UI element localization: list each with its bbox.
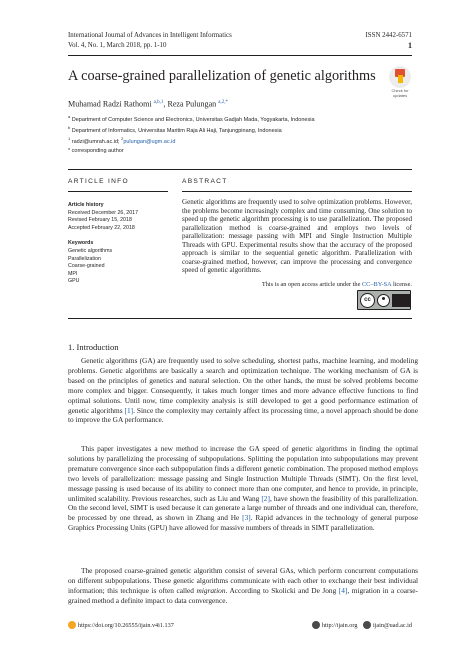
abstract-divider	[182, 191, 412, 192]
body-paragraph: Genetic algorithms (GA) are frequently used to solve scheduling, shortest paths, machine learning, and modeling problems. Genetic algorithms are basically a search and optimization technique. The working mechanism of GA is based on the principles of genetics and natural selection. On the other hands, the must be solved problems become more complex and bigger. Consequently, it takes much longer times and more advance effective functions to find optimal solutions. Until now, time complexity analysis is still developed to get a good performance estimation of genetic algorithms [1]. Since the complexity may certainly affect its processing time, a novel approach should be done to improve the GA performance.	[68, 356, 418, 425]
keyword-item: Coarse-grained	[68, 263, 105, 270]
keyword-item: GPU	[68, 278, 80, 285]
license-statement: This is an open access article under the CC–BY-SA license.	[261, 281, 412, 288]
doi-icon	[68, 621, 76, 629]
check-for-updates-icon	[389, 66, 411, 88]
cc-icon: cc	[360, 293, 375, 308]
citation-link[interactable]: [4]	[338, 585, 348, 595]
check-for-updates-badge[interactable]	[386, 66, 414, 102]
mail-icon	[363, 621, 371, 629]
keywords-heading: Keywords	[68, 240, 94, 247]
article-info-panel	[68, 202, 168, 286]
corresponding-author-note: * corresponding author	[68, 147, 124, 154]
issn: ISSN 2442-6571	[365, 32, 412, 39]
body-paragraph: The proposed coarse-grained genetic algorithm consist of several GAs, which perform concurrent computations on different subpopulations. These genetic algorithms communicate with each other to exchange their best individual information; this technique is often called migration. According to Skolicki and De Jong [4], migration in a coarse-grained method a definite impact to data convergence.	[68, 566, 419, 605]
affiliation-line: $^b$ Department of Informatics, Universitas Maritim Raja Ali Haji, Tanjungpinang, Indonesia	[68, 125, 282, 135]
share-alike-icon	[392, 294, 410, 307]
footer-email-link[interactable]: ijain@uad.ac.id	[372, 622, 412, 629]
email-link[interactable]: radzi@umrah.ac.id;	[71, 139, 120, 146]
abstract-text: Genetic algorithms are frequently used to solve optimization problems. However, the problems become increasingly complex and time consuming. One solution to speed up the genetic algorithm processing is to use parallelization. The proposed parallelization method is coarse-grained and employs two levels of parallelization: message passing with MPI and Single Instruction Multiple Threads with GPU. Experimental results show that the accuracy of the proposed approach is similar to the sequential genetic algorithm. Parallelization with coarse-grained method, however, can improve the processing and convergence speed of genetic algorithms.	[182, 198, 412, 274]
emphasis: migration	[196, 585, 226, 595]
article-history-heading: Article history	[68, 202, 104, 208]
section-divider	[68, 169, 412, 170]
cc-by-sa-license-icon[interactable]	[357, 290, 411, 310]
paper-title: A coarse-grained parallelization of genetic algorithms	[68, 68, 376, 84]
globe-icon	[312, 621, 320, 629]
running-header-right	[365, 31, 412, 51]
license-link[interactable]: CC–BY-SA	[361, 281, 392, 288]
history-item: Revised February 15, 2018	[68, 217, 132, 224]
badge-line-1: Check for	[391, 88, 409, 93]
author-name: Reza Pulungan	[167, 99, 217, 109]
article-info-heading: ARTICLE INFO	[68, 178, 129, 185]
author-affil-marker: a,b,1	[153, 100, 164, 105]
page-number: 1	[408, 41, 412, 50]
author-name: Muhamad Radzi Rathomi	[68, 99, 152, 109]
keyword-item: Genetic algorithms	[68, 247, 113, 254]
affiliations	[68, 113, 315, 155]
section-divider	[68, 318, 412, 319]
author-list: Muhamad Radzi Rathomi $^{a,b,1}$, Reza Pulungan $^{a,2,*}$	[68, 99, 228, 109]
citation-link[interactable]: [1]	[124, 405, 134, 415]
author-emails: $^1$ radzi@umrah.ac.id; $^2$pulungan@ugm.ac.id	[68, 136, 176, 146]
email-link[interactable]: pulungan@ugm.ac.id	[123, 139, 176, 146]
header-divider	[68, 55, 412, 56]
author-affil-marker: a,2,*	[218, 100, 228, 105]
website-link[interactable]: http://ijain.org	[321, 622, 358, 629]
journal-name: International Journal of Advances in Intelligent Informatics	[68, 32, 232, 39]
article-info-divider	[68, 191, 168, 192]
history-item: Received December 26, 2017	[68, 209, 139, 216]
running-header-left	[68, 31, 232, 51]
badge-line-2: updates	[392, 92, 408, 98]
history-item: Accepted February 22, 2018	[68, 224, 135, 231]
volume-info: Vol. 4, No. 1, March 2018, pp. 1-10	[68, 42, 167, 49]
citation-link[interactable]: [2]	[261, 493, 270, 503]
affiliation-line: $^a$ Department of Computer Science and Electronics, Universitas Gadjah Mada, Yogyakarta, Indonesia	[68, 114, 315, 123]
section-heading: 1. Introduction	[68, 342, 119, 352]
doi-link[interactable]: https://doi.org/10.26555/ijain.v4i1.137	[78, 622, 174, 629]
attribution-icon	[377, 294, 390, 307]
keyword-item: MPI	[68, 270, 78, 277]
body-paragraph: This paper investigates a new method to increase the GA speed of genetic algorithms in finding the optimal solutions by parallelizing the processing of subpopulations. Splitting the population into subpopulations may prevent premature convergence since each subpopulation finds a different genetic combination. The proposed method employs two levels of parallelization: message passing and Single Instruction Multiple Threads (SIMT). On the first level, message passing is used because of its ability to connect more than one computer, and hence to provide, in principle, unlimited scalability. Previous researches, such as Liu and Wang [2], have shown the feasibility of this parallelization. On the second level, SIMT is used because it can generate a large number of threads and one individual can, therefore, be processed by one thread, as shown in Zhang and He [3]. Rapid advances in the technology of general purpose Graphics Processing Units (GPU) have allowed for massive numbers of threads in SIMT parallelization.	[68, 444, 418, 533]
abstract-heading: ABSTRACT	[182, 178, 228, 185]
citation-link[interactable]: [3]	[242, 513, 251, 523]
keyword-item: Parallelization	[68, 255, 101, 262]
